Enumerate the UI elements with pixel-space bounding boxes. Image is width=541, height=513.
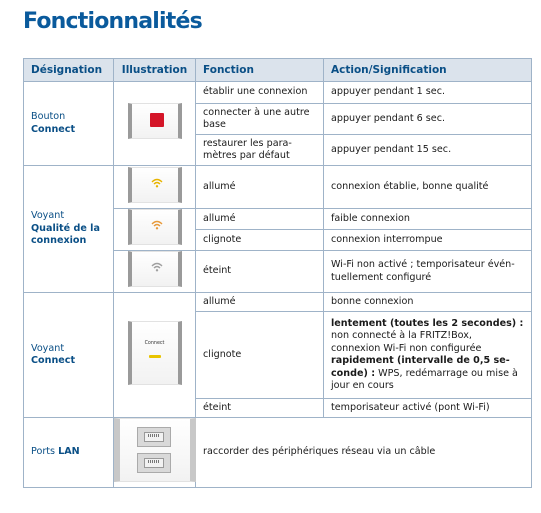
table-row [24,418,532,488]
designation-label: Voyant [31,210,65,222]
action-bold-text: rapidement (intervalle de 0,5 se-conde) : [331,355,510,379]
illustration-wifi-weak [114,209,196,251]
wifi-weak-icon [151,220,163,230]
illustration-wifi-off [114,251,196,293]
table-header-row [24,59,532,82]
fonction-cell: restaurer les para-mètres par défaut [196,135,324,166]
wifi-off-device-image [128,251,182,287]
action-text: WPS, redémarrage ou mise à jour en cours [331,367,518,391]
designation-connect-button [24,82,114,166]
fonction-cell: éteint [196,399,324,418]
connect-led-icon [149,355,161,358]
action-cell: temporisateur activé (pont Wi-Fi) [324,399,532,418]
action-cell: faible connexion [324,209,532,230]
lan-ports-device-image [114,418,196,482]
designation-bold-label: Connect [31,355,76,366]
lan-port-icon [137,453,171,473]
action-cell: connexion établie, bonne qualité [324,166,532,209]
fonction-cell: clignote [196,230,324,251]
action-cell: Wi-Fi non activé ; temporisateur évén-tuellement configuré [324,251,532,293]
action-cell [324,312,532,399]
table-row [24,82,532,104]
fonction-cell: allumé [196,293,324,312]
fonction-cell: établir une connexion [196,82,324,104]
features-table [23,58,532,488]
wifi-off-icon [151,262,163,272]
designation-quality-led [24,166,114,293]
header-action: Action/Signification [324,59,532,82]
table-row [24,166,532,209]
action-cell: bonne connexion [324,293,532,312]
designation-connect-led [24,293,114,418]
action-cell: appuyer pendant 6 sec. [324,104,532,135]
designation-bold-label: LAN [58,446,80,458]
device-connect-label: Connect [144,340,165,346]
wifi-good-icon [151,178,163,188]
header-illustration: Illustration [114,59,196,82]
page-title: Fonctionnalités [23,9,202,34]
wifi-good-device-image [128,167,182,203]
illustration-wifi-good [114,166,196,209]
designation-label: Voyant [31,342,65,354]
fonction-cell: allumé [196,209,324,230]
table-row [24,293,532,312]
action-text: non connecté à la FRITZ!Box, connexion Wi-Fi non configurée [331,330,482,354]
red-button-icon [150,113,164,127]
wifi-weak-device-image [128,209,182,245]
illustration-lan-ports [114,418,196,488]
designation-label: Ports [31,446,56,458]
designation-bold-label: Qualité de la connexion [31,222,100,247]
designation-bold-label: Connect [31,123,76,135]
action-bold-text: lentement (toutes les 2 secondes) : [331,317,524,329]
action-cell: appuyer pendant 1 sec. [324,82,532,104]
connect-button-device-image [128,103,182,139]
designation-lan-ports [24,418,114,488]
header-designation: Désignation [24,59,114,82]
fonction-cell: allumé [196,166,324,209]
fonction-cell: éteint [196,251,324,293]
fonction-cell: clignote [196,312,324,399]
fonction-cell: connecter à une autre base [196,104,324,135]
designation-label: Bouton [31,111,66,122]
fonction-cell: raccorder des périphériques réseau via un câble [196,418,532,488]
action-cell: connexion interrompue [324,230,532,251]
lan-port-icon [137,427,171,447]
action-cell: appuyer pendant 15 sec. [324,135,532,166]
illustration-connect-led [114,293,196,418]
header-fonction: Fonction [196,59,324,82]
illustration-connect-button [114,82,196,166]
connect-led-device-image [128,321,182,385]
